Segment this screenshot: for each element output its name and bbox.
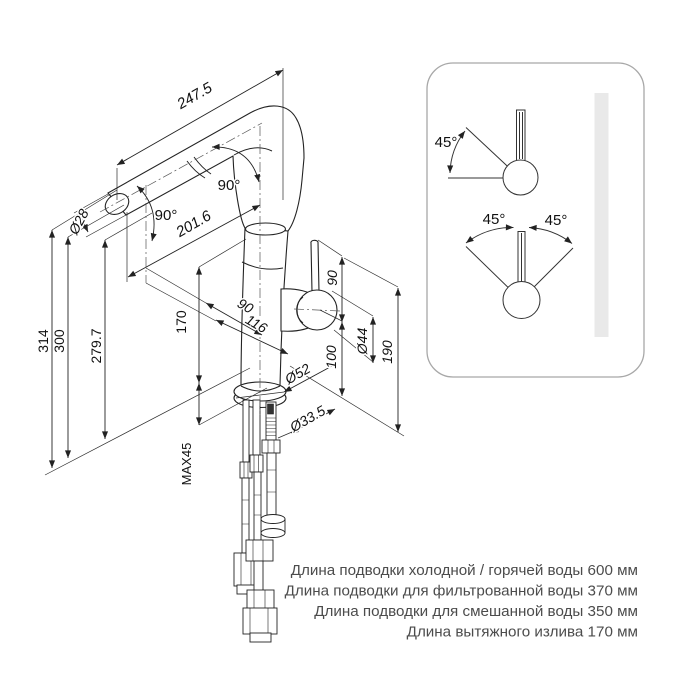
tilt-handle-rod bbox=[517, 110, 526, 161]
swing-handle-base bbox=[503, 282, 540, 319]
spec-line-mixed: Длина подводки для смешанной воды 350 мм bbox=[314, 603, 638, 620]
label-offset-base: 116 bbox=[242, 311, 271, 337]
label-tube-diameter: Ø28 bbox=[65, 206, 92, 238]
label-swing-right: 45° bbox=[544, 212, 568, 229]
label-height-spout-bottom: 279.7 bbox=[88, 328, 104, 364]
label-spout-reach: 201.6 bbox=[173, 207, 215, 241]
spec-line-pullout: Длина вытяжного излива 170 мм bbox=[406, 623, 638, 641]
label-height-body: 170 bbox=[173, 310, 189, 334]
label-handle-tilt: 45° bbox=[434, 134, 458, 151]
hose-connector-dark bbox=[268, 404, 274, 414]
swivel-joint-seam bbox=[246, 223, 286, 235]
panel-frame bbox=[427, 63, 644, 377]
label-height-handle: 190 bbox=[379, 340, 395, 364]
tilt-handle-base bbox=[503, 160, 538, 195]
label-spout-length: 247.5 bbox=[174, 79, 216, 113]
panel-wall-bar bbox=[595, 93, 609, 337]
label-bend-angle: 90° bbox=[217, 177, 241, 194]
label-shank-diameter: Ø33.5 bbox=[286, 402, 329, 436]
label-handle-length: 90 bbox=[324, 270, 340, 286]
label-swivel-angle: 90° bbox=[154, 207, 178, 224]
label-offset-handle: 90 bbox=[234, 294, 257, 317]
label-base-diameter: Ø52 bbox=[282, 360, 313, 388]
spec-line-filtered: Длина подводки для фильтрованной воды 370 мм bbox=[284, 582, 638, 600]
label-handle-cap-diameter: Ø44 bbox=[354, 327, 370, 355]
hose-spec-list bbox=[285, 562, 638, 641]
label-body-section-height: 100 bbox=[323, 345, 339, 369]
label-max-counter: MAX45 bbox=[179, 442, 194, 486]
supply-hoses bbox=[234, 400, 285, 642]
label-height-spout-top: 300 bbox=[51, 329, 67, 353]
handle-rod bbox=[311, 240, 319, 292]
label-height-total: 314 bbox=[35, 329, 51, 353]
hose-right bbox=[261, 402, 285, 538]
handle-angle-panel bbox=[427, 63, 644, 377]
spec-line-cold-hot: Длина подводки холодной / горячей воды 600 мм bbox=[290, 562, 638, 579]
label-swing-left: 45° bbox=[482, 211, 506, 228]
